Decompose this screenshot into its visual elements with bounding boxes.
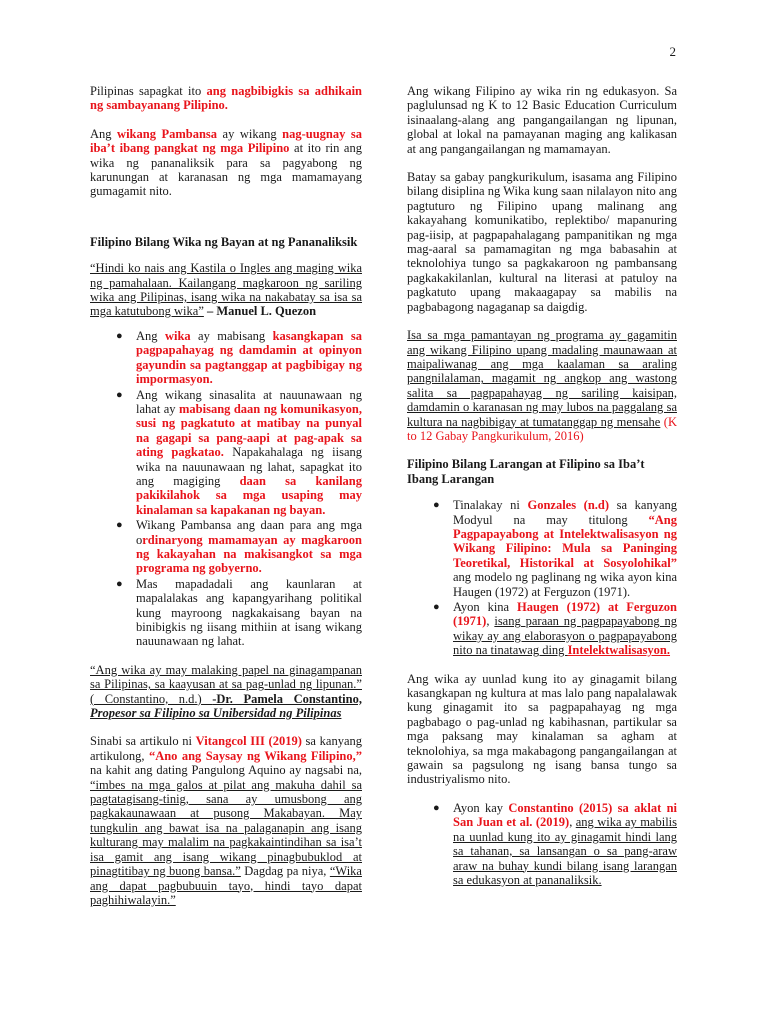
bullet-icon: ● [116,519,123,532]
underlined-quote: “imbes na mga galos at pilat ang makuha dahil sa pagtatagisang-tinig, sana ay umusbong ang pagkakaunawaan at pusong Makabayan. May tungkulin ang bawat isa na palaganapin ang isang kulturang may malalim na pagkakaintindihan sa isa’t isa gamit ang isang wikang pinagbubuklod at pinagtitibay ng buong bansa.” [90,777,362,879]
right-paragraph-pamantayan [407,328,677,443]
underlined-text: ang wika ay mabilis na uunlad kung ito ay ginagamit hindi lang sa tahanan, sa lansangan o sa pang-araw araw na buhay kundi bilang isang larangan sa edukasyon at pananaliksik. [453,815,677,887]
list-item [407,600,677,658]
highlight-text: wikang Pambansa [117,126,218,141]
text-run: ang modelo ng paglinang ng wika ayon kina Haugen (1972) at Ferguzon (1971). [453,570,677,599]
text-run: Sinabi sa artikulo ni [90,734,196,749]
list-item [90,388,362,518]
text-run: sa kanyang Modyul na may titulong [453,498,677,527]
highlight-text: ang nagbibigkis sa adhikain ng sambayanang Pilipino. [90,84,362,113]
text-run: , [569,815,576,830]
text-run: at ito rin ang wika ng pananaliksik para sa pagyabong ng karunungan at karanasan ng mga mamamayang gumagamit nito. [90,141,362,199]
larangan-bullet-list [407,498,677,657]
text-run: Dagdag pa niya, [240,864,330,879]
bullet-icon: ● [433,601,440,613]
text-run: Pilipinas sapagkat ito [90,84,207,98]
text-run: Napakahalaga ng iisang wika na nauunawaan ng lahat, sapagkat ito ang magiging [136,445,362,488]
highlight-text: nag-uugnay sa iba’t ibang pangkat ng mga Pilipino [90,126,362,156]
left-paragraph-vitangcol [90,734,362,907]
page-number: 2 [669,44,676,59]
left-column [90,84,362,921]
right-paragraph-uunlad: Ang wika ay uunlad kung ito ay ginagamit bilang kasangkapan ng kultura at mas lalo pang napalalawak kung ginagamit ito sa pagpapahayag ng mga pagbabago o pag-unlad ng kabihasnan, partikular sa mga paksang may kinalaman sa agham at teknolohiya, sa mga makabagong pangangailangan at gawain sa pagsulong ng isang bansa tungo sa industriyalismo nito. [407,671,677,787]
underlined-text: isang paraan ng pagpapayabong ng wikay ay ang elaborasyon o pagpapayabong nito na tinatawag ding [453,614,678,658]
highlight-text: Intelektwalisasyon. [567,643,671,658]
highlight-text: Gonzales (n.d) [527,498,610,513]
highlight-text: wika [164,328,191,343]
text-run: Tinalakay ni [453,498,528,513]
right-paragraph-gabay: Batay sa gabay pangkurikulum, isasama ang Filipino bilang disiplina ng Wika kung saan nilalayon nito ang pagtuturo ng Filipino upang malinang ang kakayahang komunikatibo, replektibo/ mapanuring pag-iisip, at pagpapahalagang pampanitikan ng mga mag-aaral sa pamamagitan ng mga babasahin at teknolohiya tungo sa pagkakaroon ng pambansang pagkakakilanlan, kultural na literasi at patuloy na pagkatuto upang makaagapay sa mabilis na pagbabagong nagaganap sa daigdig. [407,170,677,314]
highlight-text: rdinaryong mamamayan ay magkaroon ng kakayahan na makisangkot sa mga programa ng gobyerno. [136,532,362,576]
left-paragraph-2 [90,127,362,199]
quezon-quote [90,261,362,319]
text-run: ay mabisang [190,328,273,343]
right-paragraph-edukasyon: Ang wikang Filipino ay wika rin ng edukasyon. Sa paglulunsad ng K to 12 Basic Education Curriculum isinaalang-alang ang pangangailangan ng lipunan, global at lokal na pamayanan maging ang kalikasan at ang pangangailangan ng mamamayan. [407,84,677,156]
highlight-text: “Ang Pagpapayabong at Intelektwalisasyon ng Wikang Filipino: Mula sa Paninging Teoretikal, Historikal at Sosyolohikal” [453,512,677,570]
text-run: Ayon kina [453,600,518,614]
bullet-icon: ● [116,388,123,401]
text-run: sa kanyang artikulong, [90,734,362,763]
highlight-text: Vitangcol III (2019) [195,734,302,749]
section-heading-wika-ng-bayan: Filipino Bilang Wika ng Bayan at ng Pananaliksik [90,234,358,249]
highlight-text: “Ano ang Saysay ng Wikang Filipino,” [148,748,362,763]
quote-text: “Hindi ko nais ang Kastila o Ingles ang maging wika ng pamahalaan. Kailangang magkaroon ng sariling wika ang Pilipinas, isang wika na nakabatay sa isa sa mga katutubong wika” [90,261,362,319]
bullet-icon: ● [116,577,123,590]
underlined-text: Isa sa mga pamantayan ng programa ay gagamitin ang wikang Filipino upang madaling maunawaan at maipaliwanag ang mga kaalaman sa araling pangnilalaman, magamit ng angkop ang wastong salita sa pagpapahayag ng sariling kaisipan, damdamin o karanasan ng may lubos na paggalang sa kultura na nagbibigay at tumatanggap ng mensahe [407,328,677,429]
text-run: Mas mapadadali ang kaunlaran at mapalalakas ang kapangyarihang politikal kung mayroong nagkakaisang bayan na binibigkis ng iisang mithiin at isang wikang nauunawaan ng lahat. [136,576,362,649]
text-run: Wikang Pambansa ang daan para ang mga o [136,518,362,547]
list-item [90,329,362,387]
bullet-icon: ● [433,499,440,512]
list-item [90,518,362,576]
quote-author: -Dr. Pamela Constantino, [212,691,362,706]
text-run: Ang [90,126,118,141]
highlight-text: kasangkapan sa pagpapahayag ng damdamin at opinyon gayundin sa pagtanggap at pagbibigay ng impormasyon. [136,328,362,387]
bullet-icon: ● [433,801,440,814]
quote-text: “Ang wika ay may malaking papel na ginagampanan sa Pilipinas, sa kaayusan at sa pag-unlad ng lipunan.” ( Constantino, n.d.) [90,662,362,706]
left-paragraph-1 [90,84,362,113]
highlight-text: daan sa kanilang pakikilahok sa mga usaping may kinalaman sa kapakanan ng bayan. [136,473,362,517]
text-run: Ayon kay [453,800,509,815]
bullet-icon: ● [116,329,123,342]
list-item [407,801,677,887]
highlight-text: Haugen (1972) at Ferguzon (1971) [453,600,677,629]
list-item [90,577,362,649]
text-run: Ang wikang sinasalita at nauunawaan ng lahat ay [136,387,362,416]
quote-author-role: Propesor sa Filipino sa Unibersidad ng Pilipinas [90,706,342,721]
text-run: Ang [136,328,165,343]
section-heading-larangan: Filipino Bilang Larangan at Filipino sa Iba’t Ibang Larangan [407,457,645,486]
text-run: ay wikang [217,126,283,141]
wika-bullet-list [90,329,362,649]
highlight-text: mabisang daan ng komunikasyon, susi ng pagkatuto at matibay na punyal na gagapi sa pang-aapi at pag-apak sa ating pagkatao. [136,401,362,460]
list-item [407,498,677,599]
text-run: , [486,614,495,629]
citation-text: (K to 12 Gabay Pangkurikulum, 2016) [407,414,677,443]
underlined-quote: “Wika ang dapat pagbubuuin tayo, hindi tayo dapat paghihiwalayin.” [90,864,362,907]
constantino-bullet-list [407,801,677,887]
text-run: na kahit ang dating Pangulong Aquino ay nagsabi na, [90,763,362,778]
quote-author: – Manuel L. Quezon [203,304,317,319]
highlight-text: Constantino (2015) sa aklat ni San Juan et al. (2019) [453,800,677,830]
right-column [407,84,677,901]
constantino-quote [90,663,362,721]
